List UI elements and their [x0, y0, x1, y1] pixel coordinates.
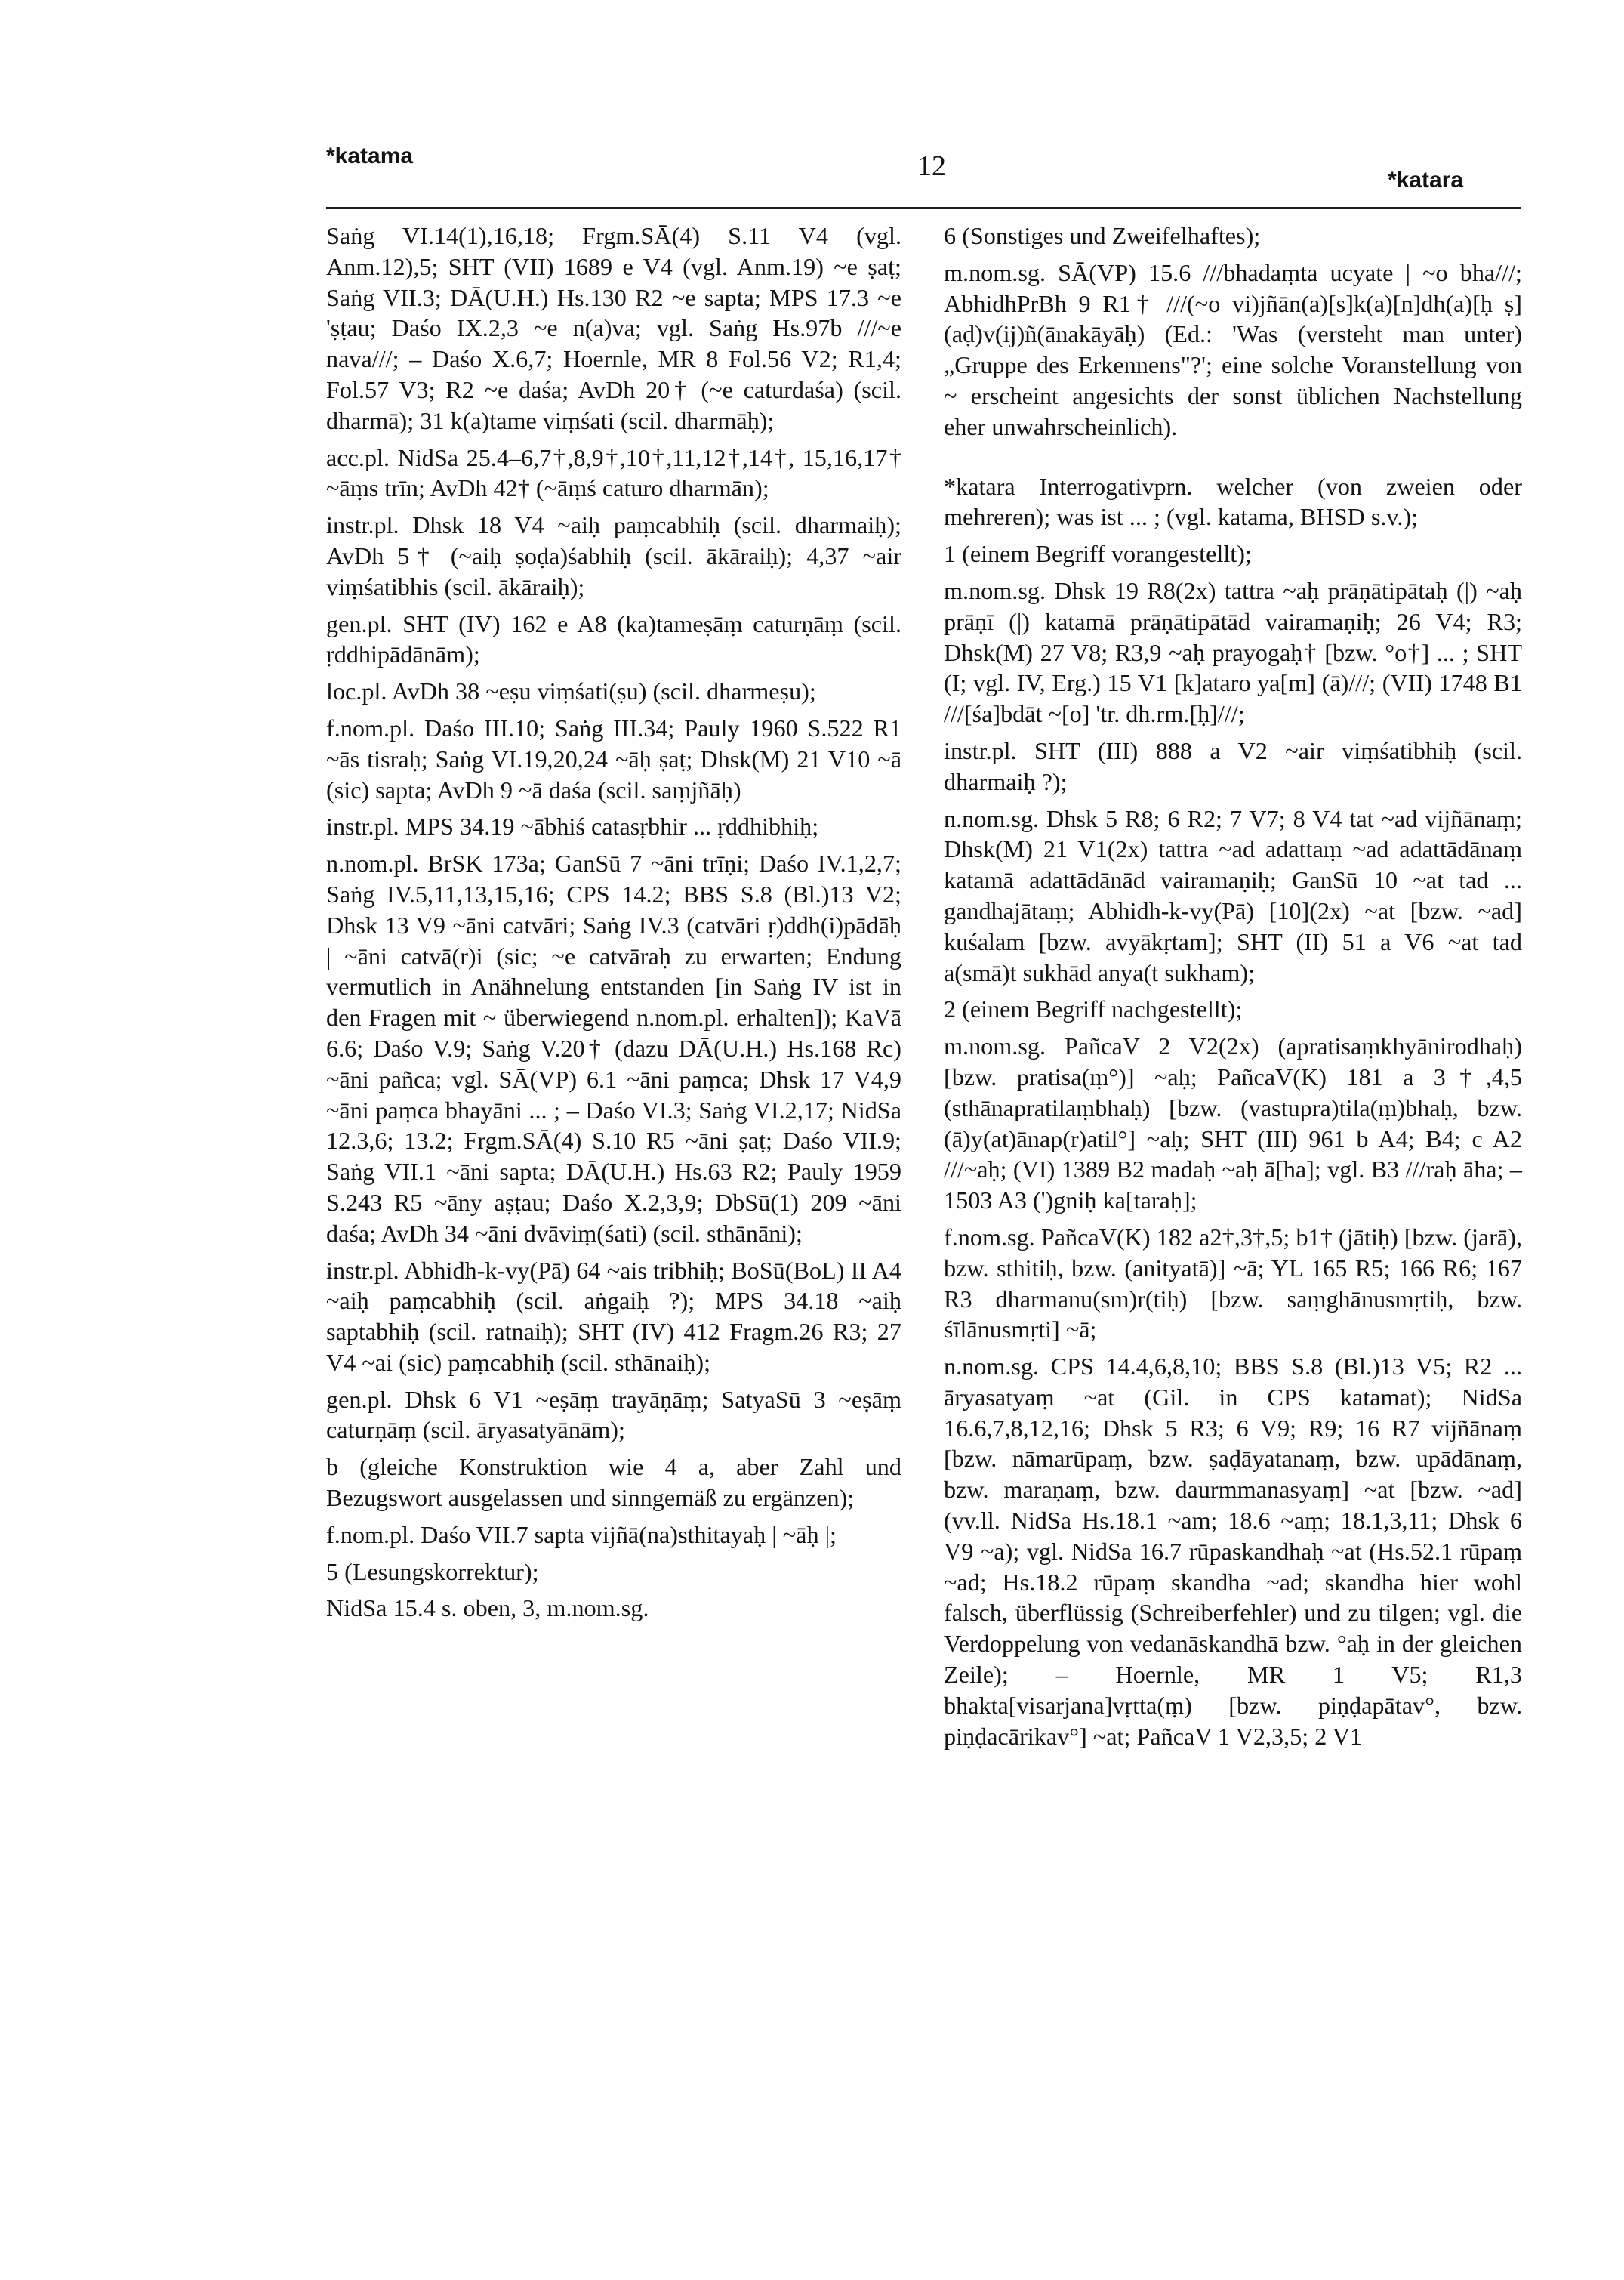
paragraph: f.nom.pl. Daśo VII.7 sapta vijñā(na)sthitayaḥ | ~āḥ |;: [326, 1520, 837, 1548]
paragraph: 2 (einem Begriff nachgestellt);: [944, 995, 1243, 1023]
paragraph: gen.pl. SHT (IV) 162 e A8 (ka)tameṣāṃ caturṇāṃ (scil. ṛddhipādānām);: [326, 609, 901, 668]
running-head-last-entry: *katara: [1388, 168, 1464, 193]
paragraph: n.nom.sg. CPS 14.4,6,8,10; BBS S.8 (Bl.)13 V5; R2 ... āryasatyaṃ ~at (Gil. in CPS katamat); NidSa 16.6,7,8,12,16; Dhsk 5 R3; 6 V9; R9; 16 R7 vijñānaṃ [bzw. nāmarūpaṃ, bzw. ṣaḍāyatanaṃ, bzw. upādānaṃ, bzw. maraṇaṃ, bzw. daurmmanasyaṃ] ~at [bzw. ~ad] (vv.ll. NidSa Hs.18.1 ~am; 18.6 ~aṃ; 18.1,3,11; Dhsk 6 V9 ~a); vgl. NidSa 16.7 rūpaskandhaḥ ~at (Hs.52.1 rūpaṃ ~ad; Hs.18.2 rūpaṃ skandha ~ad; skandha hier wohl falsch, überflüssig (Schreiberfehler) und zu tilgen; vgl. die Verdoppelung von vedanāskandhā bzw. °aḥ in der gleichen Zeile); – Hoernle, MR 1 V5; R1,3 bhakta[visarjana]vṛtta(ṃ) [bzw. piṇḍapātav°, bzw. piṇḍacārikav°] ~at; PañcaV 1 V2,3,5; 2 V1: [944, 1353, 1522, 1750]
paragraph: 5 (Lesungskorrektur);: [326, 1557, 539, 1585]
paragraph: loc.pl. AvDh 38 ~eṣu viṃśati(ṣu) (scil. dharmeṣu);: [326, 677, 816, 705]
paragraph: n.nom.pl. BrSK 173a; GanSū 7 ~āni trīṇi; Daśo IV.1,2,7; Saṅg IV.5,11,13,15,16; CPS 14.2; BBS S.8 (Bl.)13 V2; Dhsk 13 V9 ~āni catvāri; Saṅg IV.3 (catvāri ṛ)ddh(i)pādāḥ | ~āni catvā(r)i (sic; ~e catvāraḥ zu erwarten; Endung vermutlich in Anähnelung entstanden [in Saṅg IV ist in den Fragen mit ~ überwiegend n.nom.pl. erhalten]); KaVā 6.6; Daśo V.9; Saṅg V.20† (dazu DĀ(U.H.) Hs.168 Rc) ~āni pañca; vgl. SĀ(VP) 6.1 ~āni paṃca; Dhsk 17 V4,9 ~āni paṃca bhayāni ... ; – Daśo VI.3; Saṅg VI.2,17; NidSa 12.3,6; 13.2; Frgm.SĀ(4) S.10 R5 ~āni ṣaṭ; Daśo VII.9; Saṅg VII.1 ~āni sapta; DĀ(U.H.) Hs.63 R2; Pauly 1959 S.243 R5 ~āny aṣṭau; Daśo X.2,3,9; DbSū(1) 209 ~āni daśa; AvDh 34 ~āni dvāviṃ(śati) (scil. sthānāni);: [326, 850, 901, 1247]
paragraph: instr.pl. SHT (III) 888 a V2 ~air viṃśatibhiḥ (scil. dharmaiḥ ?);: [944, 736, 1522, 795]
paragraph: 6 (Sonstiges und Zweifelhaftes);: [944, 222, 1261, 249]
paragraph: gen.pl. Dhsk 6 V1 ~eṣāṃ trayāṇāṃ; SatyaSū 3 ~eṣāṃ caturṇāṃ (scil. āryasatyānām);: [326, 1385, 901, 1444]
paragraph: acc.pl. NidSa 25.4–6,7†,8,9†,10†,11,12†,14†, 15,16,17† ~āṃs trīn; AvDh 42† (~āṃś caturo dharmān);: [326, 443, 901, 502]
paragraph: b (gleiche Konstruktion wie 4 a, aber Zahl und Bezugswort ausgelassen und sinngemäß zu ergänzen);: [326, 1453, 901, 1512]
paragraph: f.nom.sg. PañcaV(K) 182 a2†,3†,5; b1† (jātiḥ) [bzw. (jarā), bzw. sthitiḥ, bzw. (anityatā)] ~ā; YL 165 R5; 166 R6; 167 R3 dharmanu(sm)r(tiḥ) [bzw. saṃghānusmṛtiḥ, bzw. śīlānusmṛti] ~ā;: [944, 1223, 1522, 1344]
right-column: [944, 221, 1522, 1757]
paragraph: instr.pl. MPS 34.19 ~ābhiś catasṛbhir ... ṛddhibhiḥ;: [326, 813, 819, 841]
entry-headword-paragraph: *katara Interrogativprn. welcher (von zweien oder mehreren); was ist ... ; (vgl. katama, BHSD s.v.);: [944, 472, 1522, 531]
running-head-first-entry: *katama: [326, 143, 414, 168]
paragraph: m.nom.sg. Dhsk 19 R8(2x) tattra ~aḥ prāṇātipātaḥ (|) ~aḥ prāṇī (|) katamā prāṇātipātād vairamaṇiḥ; 26 V4; R3; Dhsk(M) 27 V8; R3,9 ~aḥ prayogaḥ† [bzw. °o†] ... ; SHT (I; vgl. IV, Erg.) 15 V1 [k]ataro ya[m] (ā)///; (VII) 1748 B1 ///[śa]bdāt ~[o] 'tr. dh.rm.[ḥ]///;: [944, 576, 1522, 728]
header-rule: [326, 207, 1521, 209]
paragraph: instr.pl. Abhidh-k-vy(Pā) 64 ~ais tribhiḥ; BoSū(BoL) II A4 ~aiḥ paṃcabhiḥ (scil. aṅgaiḥ ?); MPS 34.18 ~aiḥ saptabhiḥ (scil. ratnaiḥ); SHT (IV) 412 Fragm.26 R3; 27 V4 ~ai (sic) paṃcabhiḥ (scil. sthānaiḥ);: [326, 1256, 901, 1376]
page-number: 12: [917, 150, 946, 182]
paragraph: Saṅg VI.14(1),16,18; Frgm.SĀ(4) S.11 V4 (vgl. Anm.12),5; SHT (VII) 1689 e V4 (vgl. Anm.19) ~e ṣaṭ; Saṅg VII.3; DĀ(U.H.) Hs.130 R2 ~e sapta; MPS 17.3 ~e 'ṣṭau; Daśo IX.2,3 ~e n(a)va; vgl. Saṅg Hs.97b ///~e nava///; – Daśo X.6,7; Hoernle, MR 8 Fol.56 V2; R1,4; Fol.57 V3; R2 ~e daśa; AvDh 20† (~e caturdaśa) (scil. dharmā); 31 k(a)tame viṃśati (scil. dharmāḥ);: [326, 222, 901, 434]
paragraph: NidSa 15.4 s. oben, 3, m.nom.sg.: [326, 1594, 649, 1622]
paragraph: 1 (einem Begriff vorangestellt);: [944, 540, 1252, 568]
paragraph: m.nom.sg. SĀ(VP) 15.6 ///bhadaṃta ucyate | ~o bha///; AbhidhPrBh 9 R1† ///(~o vi)jñān(a)[s]k(a)[n]dh(a)[ḥ ṣ](aḍ)v(ij)ñ(ānakāyāḥ) (Ed.: 'Was (versteht man unter) „Gruppe des Erkennens"?'; eine solche Voranstellung von ~ erscheint angesichts der sonst üblichen Nachstellung eher unwahrscheinlich).: [944, 258, 1522, 440]
left-column: [326, 221, 901, 1630]
paragraph: f.nom.pl. Daśo III.10; Saṅg III.34; Pauly 1960 S.522 R1 ~ās tisraḥ; Saṅg VI.19,20,24 ~āḥ ṣaṭ; Dhsk(M) 21 V10 ~ā (sic) sapta; AvDh 9 ~ā daśa (scil. saṃjñāḥ): [326, 714, 901, 804]
paragraph: m.nom.sg. PañcaV 2 V2(2x) (apratisaṃkhyānirodhaḥ) [bzw. pratisa(ṃ°)] ~aḥ; PañcaV(K) 181 a 3†,4,5 (sthānapratilaṃbhaḥ) [bzw. (vastupra)tila(ṃ)bhaḥ, bzw. (ā)y(at)ānap(r)atil°] ~aḥ; SHT (III) 961 b A4; B4; c A2 ///~aḥ; (VI) 1389 B2 madaḥ ~aḥ ā[ha]; vgl. B3 ///raḥ āha; – 1503 A3 (')gniḥ ka[taraḥ];: [944, 1032, 1522, 1214]
paragraph: n.nom.sg. Dhsk 5 R8; 6 R2; 7 V7; 8 V4 tat ~ad vijñānaṃ; Dhsk(M) 21 V1(2x) tattra ~ad adattaṃ ~ad adattādānaṃ katamā adattādānād vairamaṇiḥ; GanSū 10 ~at tad ... gandhajātaṃ; Abhidh-k-vy(Pā) [10](2x) ~at [bzw. ~ad] kuśalam [bzw. avyākṛtam]; SHT (II) 51 a V6 ~at tad a(smā)t sukhād anya(t sukham);: [944, 804, 1522, 986]
paragraph: instr.pl. Dhsk 18 V4 ~aiḥ paṃcabhiḥ (scil. dharmaiḥ); AvDh 5† (~aiḥ ṣoḍa)śabhiḥ (scil. ākāraiḥ); 4,37 ~air viṃśatibhis (scil. ākāraiḥ);: [326, 511, 901, 600]
